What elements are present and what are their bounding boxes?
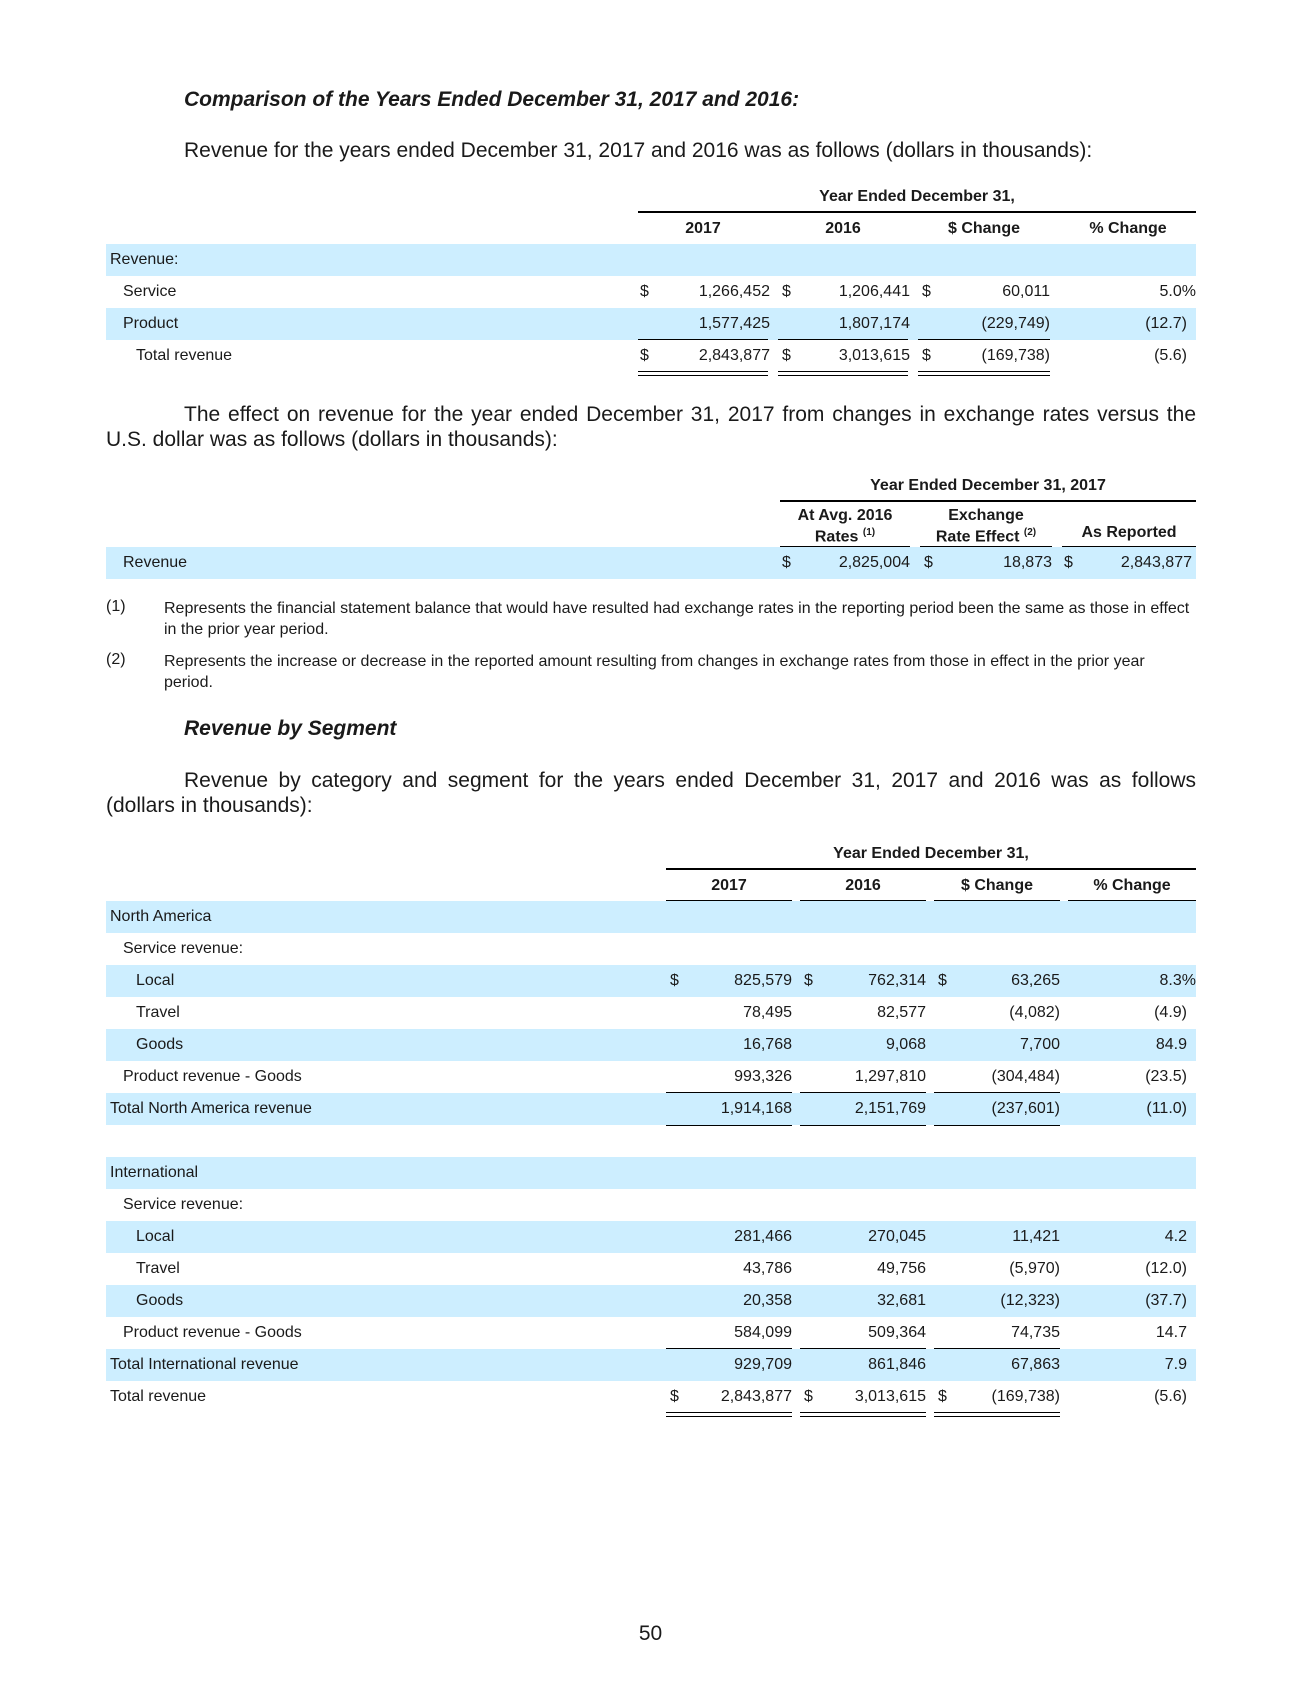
value-2017: 16,768 — [743, 1036, 792, 1053]
col-header-line: Rates — [814, 528, 859, 546]
value-pct: (5.6) — [1154, 1388, 1187, 1405]
double-underline — [918, 371, 1050, 372]
dollar-sign: $ — [670, 972, 679, 989]
value-2017: 825,579 — [734, 972, 792, 989]
double-underline — [800, 1416, 926, 1417]
row-label: International — [110, 1164, 199, 1181]
row-label: North America — [110, 908, 212, 925]
double-underline — [666, 1416, 792, 1417]
row-label: Total North America revenue — [110, 1100, 312, 1117]
col-underline — [934, 1125, 1060, 1126]
row-label: Travel — [136, 1004, 180, 1021]
dollar-sign: $ — [804, 1388, 813, 1405]
col-header-exchange-effect — [920, 507, 1052, 545]
value-2016: 1,807,174 — [838, 315, 910, 332]
footnote-number: (1) — [106, 598, 126, 615]
row-label: Product revenue - Goods — [123, 1324, 302, 1341]
section-heading: Revenue by Segment — [184, 717, 397, 740]
col-header-pct-change: % Change — [1089, 220, 1167, 237]
header-rule — [780, 500, 1196, 502]
value-pct: 7.9 — [1164, 1356, 1187, 1373]
row-label: Goods — [136, 1292, 184, 1309]
row-label: Total International revenue — [110, 1356, 299, 1373]
dollar-sign: $ — [804, 972, 813, 989]
double-underline — [666, 1412, 792, 1413]
table-row — [106, 933, 1196, 965]
table-row — [106, 340, 1196, 372]
value-2016: 3,013,615 — [854, 1388, 926, 1405]
value-2017: 20,358 — [743, 1292, 792, 1309]
col-header-dollar-change: $ Change — [947, 220, 1020, 237]
value-pct: 5.0% — [1159, 283, 1196, 300]
value-2016: 9,068 — [885, 1036, 926, 1053]
value-2016: 49,756 — [877, 1260, 926, 1277]
footnote-ref: (1) — [862, 527, 876, 538]
value-change: 7,700 — [1019, 1036, 1060, 1053]
dollar-sign: $ — [922, 283, 931, 300]
table-row — [106, 1285, 1196, 1317]
value-as-reported: 2,843,877 — [1120, 554, 1192, 571]
value-pct: (5.6) — [1154, 347, 1187, 364]
value-change: (229,749) — [981, 315, 1050, 332]
value-pct: 14.7 — [1155, 1324, 1187, 1341]
col-underline — [800, 1125, 926, 1126]
value-2017: 1,266,452 — [698, 283, 770, 300]
table-row — [106, 1029, 1196, 1061]
footnote-ref: (2) — [1023, 527, 1037, 538]
row-label: Service — [123, 283, 177, 300]
double-underline — [778, 375, 908, 376]
table-row — [106, 997, 1196, 1029]
value-2016: 509,364 — [868, 1324, 926, 1341]
value-2016: 762,314 — [868, 972, 926, 989]
dollar-sign: $ — [938, 1388, 947, 1405]
dollar-sign: $ — [1064, 554, 1073, 571]
value-pct: (11.0) — [1146, 1100, 1187, 1117]
value-2016: 1,206,441 — [838, 283, 910, 300]
col-underline — [666, 1125, 792, 1126]
value-2017: 993,326 — [734, 1068, 792, 1085]
table-row — [106, 901, 1196, 933]
value-avg-rates: 2,825,004 — [838, 554, 910, 571]
dollar-sign: $ — [640, 283, 649, 300]
value-pct: (37.7) — [1145, 1292, 1187, 1309]
dollar-sign: $ — [670, 1388, 679, 1405]
dollar-sign: $ — [640, 347, 649, 364]
value-pct: (12.0) — [1145, 1260, 1187, 1277]
value-change: (4,082) — [1009, 1004, 1060, 1021]
dollar-sign: $ — [922, 347, 931, 364]
row-label: Local — [136, 972, 175, 989]
value-2017: 1,577,425 — [698, 315, 770, 332]
value-change: 11,421 — [1012, 1228, 1060, 1245]
footnote-text: Represents the financial statement balance that would have resulted had exchange rates in the reporting period been the same as those in effect in the prior year period. — [164, 600, 1190, 638]
value-change: (12,323) — [1000, 1292, 1060, 1309]
dollar-sign: $ — [924, 554, 933, 571]
value-change: (169,738) — [981, 347, 1050, 364]
value-2016: 861,846 — [868, 1356, 926, 1373]
value-2017: 2,843,877 — [720, 1388, 792, 1405]
row-label: Travel — [136, 1260, 180, 1277]
col-header-pct-change: % Change — [1093, 877, 1171, 894]
table-row — [106, 547, 1196, 579]
value-2017: 43,786 — [743, 1260, 792, 1277]
row-label: Total revenue — [110, 1388, 207, 1405]
col-header-line: At Avg. 2016 — [797, 507, 893, 524]
intro-paragraph: The effect on revenue for the year ended December 31, 2017 from changes in exchange rates versus the U.S. dollar was as follows (dollars in thousands): — [106, 403, 1196, 451]
double-underline — [778, 371, 908, 372]
value-pct: 8.3% — [1159, 972, 1196, 989]
row-label: Service revenue: — [123, 1196, 244, 1213]
table-row — [106, 1349, 1196, 1381]
value-change: 63,265 — [1011, 972, 1060, 989]
value-2017: 281,466 — [734, 1228, 792, 1245]
dollar-sign: $ — [782, 347, 791, 364]
table-row — [106, 965, 1196, 997]
table-row — [106, 1381, 1196, 1413]
intro-paragraph: Revenue for the years ended December 31, 2017 and 2016 was as follows (dollars in thousands): — [184, 139, 1093, 162]
double-underline — [638, 375, 768, 376]
table-row — [106, 1157, 1196, 1189]
table-group-header: Year Ended December 31, — [833, 845, 1029, 862]
table-row — [106, 1221, 1196, 1253]
intro-paragraph: Revenue by category and segment for the years ended December 31, 2017 and 2016 was as follows (dollars in thousands): — [106, 769, 1196, 817]
dollar-sign: $ — [782, 283, 791, 300]
value-change: (5,970) — [1009, 1260, 1060, 1277]
table-group-header: Year Ended December 31, — [819, 188, 1015, 205]
row-label: Product revenue - Goods — [123, 1068, 302, 1085]
col-header-avg-rates — [780, 507, 910, 545]
col-header-2016: 2016 — [845, 877, 881, 894]
dollar-sign: $ — [938, 972, 947, 989]
value-exchange-effect: 18,873 — [1003, 554, 1052, 571]
value-pct: (4.9) — [1154, 1004, 1187, 1021]
value-2017: 78,495 — [743, 1004, 792, 1021]
value-change: 60,011 — [1002, 283, 1050, 300]
value-2017: 2,843,877 — [698, 347, 770, 364]
table-row — [106, 276, 1196, 308]
col-header-2016: 2016 — [825, 220, 861, 237]
table-row — [106, 308, 1196, 340]
value-pct: 84.9 — [1155, 1036, 1187, 1053]
row-label: Goods — [136, 1036, 184, 1053]
table-row — [106, 1061, 1196, 1093]
table-row — [106, 1189, 1196, 1221]
page-number: 50 — [638, 1622, 663, 1645]
value-change: (304,484) — [991, 1068, 1060, 1085]
value-change: (169,738) — [991, 1388, 1060, 1405]
footnote-number: (2) — [106, 651, 126, 668]
double-underline — [918, 375, 1050, 376]
col-header-2017: 2017 — [711, 877, 747, 894]
double-underline — [934, 1416, 1060, 1417]
value-pct: (12.7) — [1145, 315, 1187, 332]
value-2017: 929,709 — [734, 1356, 792, 1373]
header-rule — [638, 211, 1196, 213]
row-label: Service revenue: — [123, 940, 244, 957]
table-row — [106, 244, 1196, 276]
value-2017: 584,099 — [734, 1324, 792, 1341]
value-change: 67,863 — [1011, 1356, 1060, 1373]
table-row — [106, 1317, 1196, 1349]
row-label: Revenue — [123, 554, 188, 571]
header-rule — [666, 868, 1196, 870]
row-label: Total revenue — [136, 347, 233, 364]
table-row — [106, 1253, 1196, 1285]
row-label: Revenue: — [110, 251, 179, 268]
value-2017: 1,914,168 — [720, 1100, 792, 1117]
value-2016: 32,681 — [877, 1292, 926, 1309]
value-2016: 270,045 — [868, 1228, 926, 1245]
col-header-2017: 2017 — [685, 220, 721, 237]
col-header-line: Exchange — [948, 507, 1024, 524]
row-label: Product — [123, 315, 179, 332]
value-change: 74,735 — [1011, 1324, 1060, 1341]
col-header-dollar-change: $ Change — [960, 877, 1033, 894]
double-underline — [800, 1412, 926, 1413]
value-2016: 2,151,769 — [854, 1100, 926, 1117]
value-pct: (23.5) — [1145, 1068, 1187, 1085]
double-underline — [638, 371, 768, 372]
table-group-header: Year Ended December 31, 2017 — [870, 477, 1106, 494]
col-header-as-reported: As Reported — [1081, 524, 1177, 541]
value-change: (237,601) — [991, 1100, 1060, 1117]
table-row — [106, 1093, 1196, 1125]
col-header-line: Rate Effect — [935, 528, 1020, 546]
section-heading: Comparison of the Years Ended December 31, 2017 and 2016: — [184, 88, 800, 111]
value-2016: 3,013,615 — [838, 347, 910, 364]
footnote-text: Represents the increase or decrease in the reported amount resulting from changes in exchange rates from those in effect in the prior year period. — [164, 653, 1145, 691]
value-2016: 1,297,810 — [854, 1068, 926, 1085]
double-underline — [934, 1412, 1060, 1413]
dollar-sign: $ — [782, 554, 791, 571]
value-pct: 4.2 — [1164, 1228, 1187, 1245]
row-label: Local — [136, 1228, 175, 1245]
value-2016: 82,577 — [877, 1004, 926, 1021]
